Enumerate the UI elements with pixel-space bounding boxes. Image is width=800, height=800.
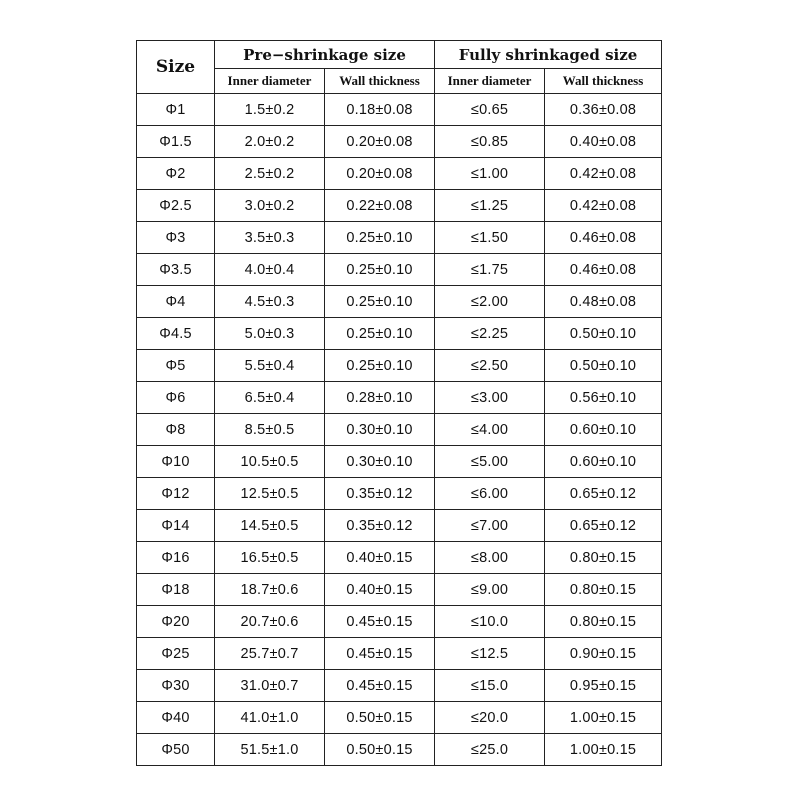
- table-row: [137, 254, 662, 286]
- pre-inner-diameter-cell: 8.5±0.5: [215, 414, 325, 446]
- header-row-groups: [137, 41, 662, 69]
- pre-inner-diameter-cell: 4.0±0.4: [215, 254, 325, 286]
- full-inner-diameter-cell: ≤12.5: [435, 638, 545, 670]
- full-inner-diameter-cell: ≤20.0: [435, 702, 545, 734]
- pre-inner-diameter-cell: 20.7±0.6: [215, 606, 325, 638]
- table-row: [137, 478, 662, 510]
- full-inner-diameter-cell: ≤1.75: [435, 254, 545, 286]
- size-cell: Φ3.5: [137, 254, 215, 286]
- pre-shrinkage-group-header: Pre−shrinkage size: [215, 41, 435, 69]
- table-row: [137, 734, 662, 766]
- table-row: [137, 94, 662, 126]
- full-inner-diameter-cell: ≤7.00: [435, 510, 545, 542]
- full-wall-thickness-cell: 0.65±0.12: [545, 510, 662, 542]
- full-wall-thickness-cell: 0.36±0.08: [545, 94, 662, 126]
- table-row: [137, 510, 662, 542]
- size-cell: Φ20: [137, 606, 215, 638]
- pre-wall-thickness-cell: 0.45±0.15: [325, 670, 435, 702]
- full-inner-diameter-cell: ≤2.50: [435, 350, 545, 382]
- size-cell: Φ10: [137, 446, 215, 478]
- size-column-header: Size: [137, 41, 215, 94]
- full-wall-thickness-cell: 0.50±0.10: [545, 318, 662, 350]
- pre-inner-diameter-cell: 4.5±0.3: [215, 286, 325, 318]
- pre-inner-diameter-cell: 51.5±1.0: [215, 734, 325, 766]
- full-wall-thickness-cell: 0.60±0.10: [545, 414, 662, 446]
- size-cell: Φ1.5: [137, 126, 215, 158]
- full-wall-thickness-cell: 1.00±0.15: [545, 734, 662, 766]
- pre-wall-thickness-cell: 0.20±0.08: [325, 158, 435, 190]
- full-inner-diameter-cell: ≤5.00: [435, 446, 545, 478]
- pre-wall-thickness-cell: 0.50±0.15: [325, 702, 435, 734]
- pre-wall-thickness-cell: 0.45±0.15: [325, 638, 435, 670]
- full-inner-diameter-cell: ≤10.0: [435, 606, 545, 638]
- pre-inner-diameter-cell: 3.5±0.3: [215, 222, 325, 254]
- pre-wall-thickness-cell: 0.20±0.08: [325, 126, 435, 158]
- full-wall-thickness-cell: 0.50±0.10: [545, 350, 662, 382]
- size-cell: Φ3: [137, 222, 215, 254]
- size-cell: Φ4: [137, 286, 215, 318]
- table-row: [137, 542, 662, 574]
- full-wall-thickness-cell: 0.60±0.10: [545, 446, 662, 478]
- pre-inner-diameter-cell: 10.5±0.5: [215, 446, 325, 478]
- full-wall-thickness-cell: 0.80±0.15: [545, 542, 662, 574]
- fully-shrinkaged-group-header: Fully shrinkaged size: [435, 41, 662, 69]
- size-cell: Φ14: [137, 510, 215, 542]
- pre-wall-thickness-cell: 0.30±0.10: [325, 414, 435, 446]
- size-cell: Φ25: [137, 638, 215, 670]
- header-row-subcolumns: [137, 69, 662, 94]
- table-body: [137, 94, 662, 766]
- table-header: [137, 41, 662, 94]
- size-cell: Φ6: [137, 382, 215, 414]
- pre-wall-thickness-cell: 0.45±0.15: [325, 606, 435, 638]
- pre-wall-thickness-cell: 0.18±0.08: [325, 94, 435, 126]
- full-wall-thickness-cell: 0.80±0.15: [545, 574, 662, 606]
- pre-inner-diameter-cell: 18.7±0.6: [215, 574, 325, 606]
- pre-inner-diameter-cell: 5.5±0.4: [215, 350, 325, 382]
- full-wall-thickness-cell: 0.56±0.10: [545, 382, 662, 414]
- table-row: [137, 126, 662, 158]
- size-cell: Φ1: [137, 94, 215, 126]
- table-row: [137, 222, 662, 254]
- pre-wall-thickness-cell: 0.25±0.10: [325, 254, 435, 286]
- size-cell: Φ4.5: [137, 318, 215, 350]
- table-row: [137, 670, 662, 702]
- table-row: [137, 318, 662, 350]
- size-cell: Φ16: [137, 542, 215, 574]
- full-inner-diameter-cell: ≤4.00: [435, 414, 545, 446]
- pre-inner-diameter-cell: 12.5±0.5: [215, 478, 325, 510]
- full-inner-diameter-cell: ≤1.50: [435, 222, 545, 254]
- pre-inner-diameter-cell: 16.5±0.5: [215, 542, 325, 574]
- full-wall-thickness-cell: 0.80±0.15: [545, 606, 662, 638]
- pre-inner-diameter-cell: 1.5±0.2: [215, 94, 325, 126]
- pre-inner-diameter-cell: 2.0±0.2: [215, 126, 325, 158]
- full-wall-thickness-cell: 0.40±0.08: [545, 126, 662, 158]
- full-inner-diameter-cell: ≤1.00: [435, 158, 545, 190]
- full-wall-thickness-cell: 0.42±0.08: [545, 158, 662, 190]
- full-inner-diameter-cell: ≤9.00: [435, 574, 545, 606]
- full-inner-diameter-header: Inner diameter: [435, 69, 545, 94]
- pre-inner-diameter-cell: 3.0±0.2: [215, 190, 325, 222]
- pre-wall-thickness-cell: 0.40±0.15: [325, 542, 435, 574]
- table-row: [137, 190, 662, 222]
- pre-inner-diameter-header: Inner diameter: [215, 69, 325, 94]
- full-inner-diameter-cell: ≤2.25: [435, 318, 545, 350]
- pre-wall-thickness-header: Wall thickness: [325, 69, 435, 94]
- heat-shrink-size-table: [136, 40, 662, 766]
- pre-inner-diameter-cell: 31.0±0.7: [215, 670, 325, 702]
- table-row: [137, 350, 662, 382]
- pre-inner-diameter-cell: 25.7±0.7: [215, 638, 325, 670]
- size-cell: Φ18: [137, 574, 215, 606]
- pre-inner-diameter-cell: 41.0±1.0: [215, 702, 325, 734]
- pre-wall-thickness-cell: 0.25±0.10: [325, 318, 435, 350]
- pre-wall-thickness-cell: 0.28±0.10: [325, 382, 435, 414]
- full-wall-thickness-cell: 0.46±0.08: [545, 254, 662, 286]
- pre-wall-thickness-cell: 0.25±0.10: [325, 350, 435, 382]
- full-inner-diameter-cell: ≤6.00: [435, 478, 545, 510]
- full-inner-diameter-cell: ≤1.25: [435, 190, 545, 222]
- table-row: [137, 382, 662, 414]
- pre-inner-diameter-cell: 6.5±0.4: [215, 382, 325, 414]
- full-wall-thickness-cell: 0.95±0.15: [545, 670, 662, 702]
- pre-wall-thickness-cell: 0.35±0.12: [325, 510, 435, 542]
- full-wall-thickness-cell: 1.00±0.15: [545, 702, 662, 734]
- size-cell: Φ40: [137, 702, 215, 734]
- size-cell: Φ30: [137, 670, 215, 702]
- full-wall-thickness-cell: 0.48±0.08: [545, 286, 662, 318]
- pre-wall-thickness-cell: 0.22±0.08: [325, 190, 435, 222]
- full-inner-diameter-cell: ≤0.85: [435, 126, 545, 158]
- table-row: [137, 286, 662, 318]
- pre-wall-thickness-cell: 0.25±0.10: [325, 222, 435, 254]
- full-inner-diameter-cell: ≤2.00: [435, 286, 545, 318]
- size-cell: Φ50: [137, 734, 215, 766]
- size-cell: Φ8: [137, 414, 215, 446]
- size-cell: Φ12: [137, 478, 215, 510]
- pre-inner-diameter-cell: 5.0±0.3: [215, 318, 325, 350]
- pre-inner-diameter-cell: 2.5±0.2: [215, 158, 325, 190]
- full-inner-diameter-cell: ≤8.00: [435, 542, 545, 574]
- size-cell: Φ2: [137, 158, 215, 190]
- size-cell: Φ2.5: [137, 190, 215, 222]
- pre-wall-thickness-cell: 0.40±0.15: [325, 574, 435, 606]
- table-row: [137, 702, 662, 734]
- pre-wall-thickness-cell: 0.35±0.12: [325, 478, 435, 510]
- full-wall-thickness-cell: 0.46±0.08: [545, 222, 662, 254]
- table-row: [137, 606, 662, 638]
- pre-inner-diameter-cell: 14.5±0.5: [215, 510, 325, 542]
- pre-wall-thickness-cell: 0.30±0.10: [325, 446, 435, 478]
- full-inner-diameter-cell: ≤15.0: [435, 670, 545, 702]
- full-wall-thickness-cell: 0.90±0.15: [545, 638, 662, 670]
- size-cell: Φ5: [137, 350, 215, 382]
- table-row: [137, 414, 662, 446]
- pre-wall-thickness-cell: 0.50±0.15: [325, 734, 435, 766]
- table-row: [137, 638, 662, 670]
- table-row: [137, 446, 662, 478]
- table-row: [137, 158, 662, 190]
- full-inner-diameter-cell: ≤0.65: [435, 94, 545, 126]
- full-inner-diameter-cell: ≤25.0: [435, 734, 545, 766]
- pre-wall-thickness-cell: 0.25±0.10: [325, 286, 435, 318]
- table-row: [137, 574, 662, 606]
- full-wall-thickness-cell: 0.42±0.08: [545, 190, 662, 222]
- full-wall-thickness-cell: 0.65±0.12: [545, 478, 662, 510]
- full-wall-thickness-header: Wall thickness: [545, 69, 662, 94]
- full-inner-diameter-cell: ≤3.00: [435, 382, 545, 414]
